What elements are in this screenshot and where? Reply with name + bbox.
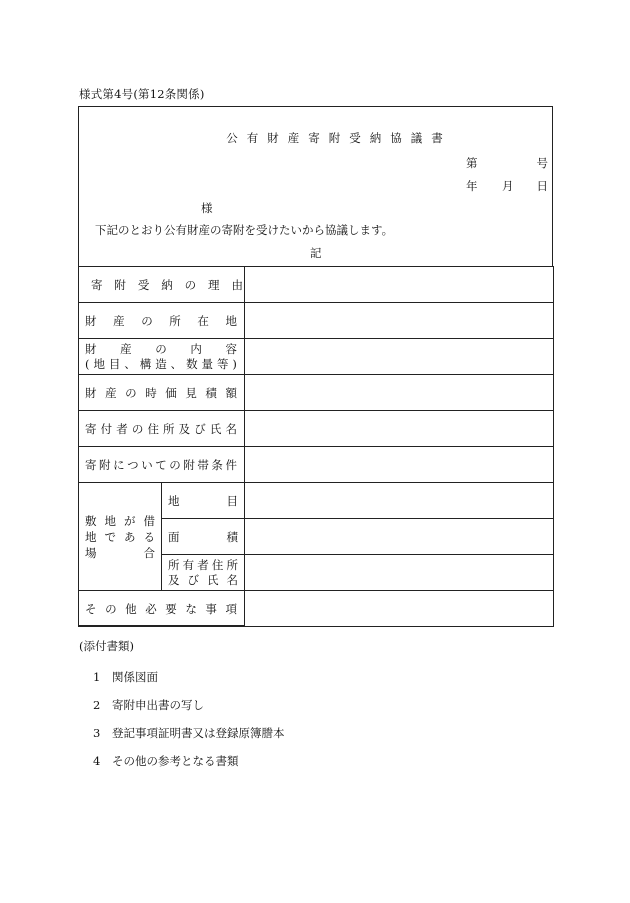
date-year: 年 — [466, 179, 478, 193]
table-row — [79, 411, 554, 447]
table-row — [79, 303, 554, 339]
document-number-line — [466, 155, 548, 171]
document-title: 公有財産寄附受納協議書 — [226, 131, 452, 145]
table-row — [79, 483, 554, 519]
attachment-item: 3 登記事項証明書又は登録原簿謄本 — [93, 726, 285, 740]
value-land-category[interactable] — [245, 483, 554, 519]
attachment-item: 4 その他の参考となる書類 — [93, 754, 239, 768]
row-label-leased-land — [79, 483, 162, 591]
value-area[interactable] — [245, 519, 554, 555]
cell-label-text: 寄 付 者 の 住 所 及 び 氏 名 — [85, 421, 237, 436]
date-day: 日 — [536, 179, 548, 193]
details-table — [78, 266, 554, 627]
row-label-location — [79, 303, 245, 339]
table-row — [79, 447, 554, 483]
row-label-reason — [79, 267, 245, 303]
cell-label-text: 場 合 — [85, 545, 155, 560]
number-prefix: 第 — [466, 156, 478, 170]
attachment-item: 2 寄附申出書の写し — [93, 698, 204, 712]
number-suffix: 号 — [536, 156, 548, 170]
cell-label-text: 寄 附 に つ い て の 附 帯 条 件 — [85, 457, 237, 472]
attachments-title: (添付書類) — [79, 639, 134, 653]
row-label-donor — [79, 411, 245, 447]
sub-label-area — [162, 519, 245, 555]
value-reason[interactable] — [245, 267, 554, 303]
row-label-content — [79, 339, 245, 375]
row-label-other — [79, 591, 245, 627]
cell-label-text: 財 産 の 内 容 — [85, 341, 237, 356]
cell-label-text: 面 積 — [168, 529, 238, 544]
addressee-suffix: 様 — [201, 201, 213, 215]
table-row — [79, 591, 554, 627]
cell-label-text: 地 で あ る — [85, 529, 155, 544]
cell-label-text: 所 有 者 住 所 — [168, 557, 238, 572]
row-label-conditions — [79, 447, 245, 483]
cell-label-text: 地 目 — [168, 493, 238, 508]
row-label-market-value — [79, 375, 245, 411]
cell-label-text: ( 地 目 、 構 造 、 数 量 等 ) — [85, 356, 237, 371]
sub-label-land-category — [162, 483, 245, 519]
cell-label-text: 及 び 氏 名 — [168, 572, 238, 587]
cell-label-text: そ の 他 必 要 な 事 項 — [85, 601, 237, 616]
form-number-label: 様式第4号(第12条関係) — [79, 87, 205, 101]
value-other[interactable] — [245, 591, 554, 627]
value-conditions[interactable] — [245, 447, 554, 483]
cell-label-text: 財 産 の 時 価 見 積 額 — [85, 385, 237, 400]
attachment-item: 1 関係図面 — [93, 670, 158, 684]
table-row — [79, 375, 554, 411]
body-text: 下記のとおり公有財産の寄附を受けたいから協議します。 — [95, 223, 394, 237]
date-month: 月 — [502, 179, 514, 193]
value-market-value[interactable] — [245, 375, 554, 411]
ki-heading: 記 — [310, 246, 322, 260]
cell-label-text: 敷 地 が 借 — [85, 513, 155, 528]
table-row — [79, 339, 554, 375]
cell-label-text: 財 産 の 所 在 地 — [85, 313, 237, 328]
cell-label-text: 寄 附 受 納 の 理 由 — [91, 277, 243, 292]
value-location[interactable] — [245, 303, 554, 339]
value-donor[interactable] — [245, 411, 554, 447]
date-line — [466, 178, 548, 194]
table-row — [79, 267, 554, 303]
value-owner[interactable] — [245, 555, 554, 591]
value-content[interactable] — [245, 339, 554, 375]
sub-label-owner — [162, 555, 245, 591]
